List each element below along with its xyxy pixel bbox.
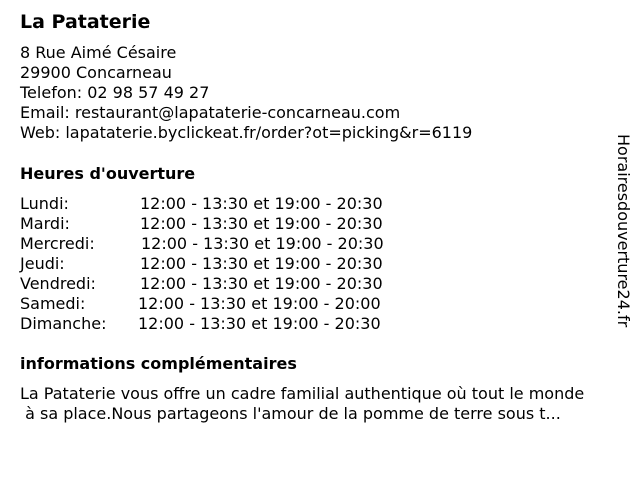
opening-hours-heading: Heures d'ouverture	[20, 164, 196, 183]
contact-block	[20, 43, 472, 143]
hours-value: 12:00 - 13:30 et 19:00 - 20:30	[140, 194, 383, 213]
address-line-city: 29900 Concarneau	[20, 63, 172, 82]
hours-value: 12:00 - 13:30 et 19:00 - 20:30	[140, 254, 383, 273]
watermark-text: Horairesdouverture24.fr	[614, 134, 633, 328]
hours-value: 12:00 - 13:30 et 19:00 - 20:00	[138, 294, 381, 313]
day-label: Dimanche:	[20, 314, 107, 333]
day-label: Lundi:	[20, 194, 69, 213]
hours-value: 12:00 - 13:30 et 19:00 - 20:30	[140, 274, 383, 293]
hours-value: 12:00 - 13:30 et 19:00 - 20:30	[140, 214, 383, 233]
address-line-street: 8 Rue Aimé Césaire	[20, 43, 177, 62]
description-line: à sa place.Nous partageons l'amour de la pomme de terre sous t...	[20, 404, 561, 423]
day-label: Mardi:	[20, 214, 70, 233]
description-line: La Pataterie vous offre un cadre familial authentique où tout le monde	[20, 384, 585, 403]
additional-info-heading: informations complémentaires	[20, 354, 297, 373]
hours-value: 12:00 - 13:30 et 19:00 - 20:30	[138, 314, 381, 333]
day-label: Vendredi:	[20, 274, 96, 293]
email-line: Email: restaurant@lapataterie-concarneau.com	[20, 103, 401, 122]
day-label: Mercredi:	[20, 234, 95, 253]
hours-value: 12:00 - 13:30 et 19:00 - 20:30	[141, 234, 384, 253]
business-name: La Pataterie	[20, 11, 151, 33]
day-label: Jeudi:	[20, 254, 65, 273]
day-label: Samedi:	[20, 294, 86, 313]
website-line: Web: lapataterie.byclickeat.fr/order?ot=picking&r=6119	[20, 123, 473, 142]
phone-line: Telefon: 02 98 57 49 27	[20, 83, 210, 102]
additional-info-text	[20, 384, 635, 424]
